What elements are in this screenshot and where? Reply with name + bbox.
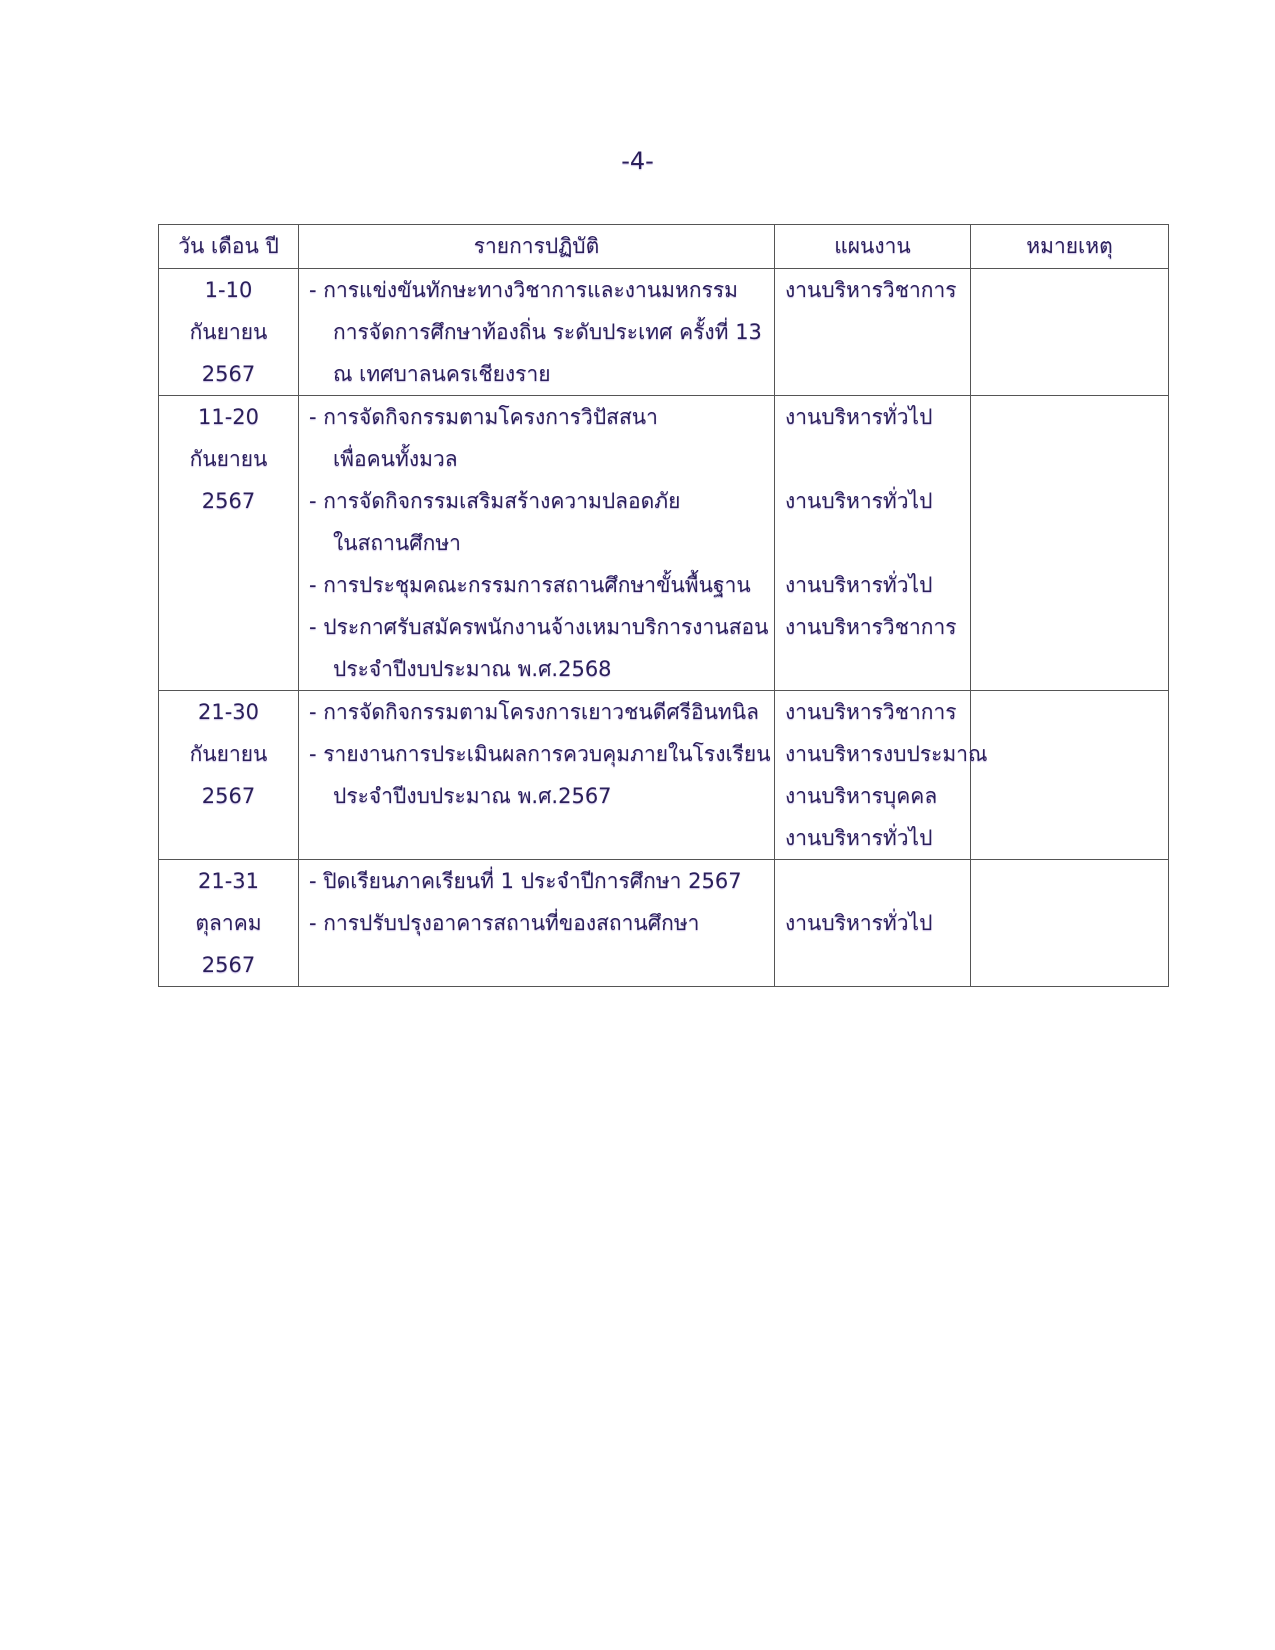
activity-line: การจัดการศึกษาท้องถิ่น ระดับประเทศ ครั้งที่ 13 <box>333 320 762 344</box>
remark-cell <box>971 396 1169 691</box>
table-body <box>159 269 1169 987</box>
department-line: งานบริหารทั่วไป <box>785 405 933 429</box>
activity-line: - การแข่งขันทักษะทางวิชาการและงานมหกรรม <box>309 278 738 302</box>
department-line: งานบริหารบุคคล <box>785 784 938 808</box>
remark-cell <box>971 860 1169 987</box>
department-line <box>785 860 970 902</box>
department-line: งานบริหารงบประมาณ <box>785 742 988 766</box>
table-row <box>159 691 1169 860</box>
date-line: กันยายน <box>189 742 268 766</box>
header-activity: รายการปฏิบัติ <box>299 225 775 269</box>
department-line <box>785 522 970 564</box>
activity-line: - การจัดกิจกรรมเสริมสร้างความปลอดภัย <box>309 489 681 513</box>
activity-line: ประจำปีงบประมาณ พ.ศ.2567 <box>333 784 612 808</box>
department-line: งานบริหารทั่วไป <box>785 573 933 597</box>
date-line: 21-30 <box>197 700 260 724</box>
department-line: งานบริหารทั่วไป <box>785 911 933 935</box>
date-cell <box>159 691 299 860</box>
page-number: -4- <box>621 147 654 175</box>
department-cell <box>775 269 971 396</box>
date-line: 2567 <box>201 953 256 977</box>
activity-line: - การจัดกิจกรรมตามโครงการเยาวชนดีศรีอินทนิล <box>309 700 759 724</box>
department-line: งานบริหารวิชาการ <box>785 615 957 639</box>
activity-line: ประจำปีงบประมาณ พ.ศ.2568 <box>333 657 612 681</box>
activity-line: ในสถานศึกษา <box>333 531 461 555</box>
activity-line <box>309 944 774 986</box>
department-cell <box>775 860 971 987</box>
table-row <box>159 269 1169 396</box>
header-remark: หมายเหตุ <box>971 225 1169 269</box>
activity-line: - การจัดกิจกรรมตามโครงการวิปัสสนา <box>309 405 658 429</box>
activity-cell <box>299 860 775 987</box>
activity-cell <box>299 396 775 691</box>
department-line <box>785 944 970 986</box>
activity-line <box>309 817 774 859</box>
department-line: งานบริหารวิชาการ <box>785 700 957 724</box>
date-cell <box>159 860 299 987</box>
department-line <box>785 648 970 690</box>
date-cell <box>159 396 299 691</box>
activity-line: - รายงานการประเมินผลการควบคุมภายในโรงเรียน <box>309 742 771 766</box>
department-line <box>785 311 970 353</box>
department-line: งานบริหารทั่วไป <box>785 826 933 850</box>
table-row <box>159 860 1169 987</box>
remark-cell <box>971 269 1169 396</box>
date-line: 2567 <box>201 784 256 808</box>
activity-line: - การประชุมคณะกรรมการสถานศึกษาขั้นพื้นฐาน <box>309 573 751 597</box>
activity-line: ณ เทศบาลนครเชียงราย <box>333 362 551 386</box>
header-date: วัน เดือน ปี <box>159 225 299 269</box>
date-line: 2567 <box>201 362 256 386</box>
schedule-table <box>158 224 1169 987</box>
remark-cell <box>971 691 1169 860</box>
table-header-row <box>159 225 1169 269</box>
department-line <box>785 353 970 395</box>
activity-cell <box>299 691 775 860</box>
date-line: 1-10 <box>204 278 253 302</box>
date-line: กันยายน <box>189 447 268 471</box>
table-row <box>159 396 1169 691</box>
activity-cell <box>299 269 775 396</box>
date-line: 21-31 <box>197 869 260 893</box>
date-line: กันยายน <box>189 320 268 344</box>
date-line: 2567 <box>201 489 256 513</box>
department-line: งานบริหารทั่วไป <box>785 489 933 513</box>
activity-line: - ปิดเรียนภาคเรียนที่ 1 ประจำปีการศึกษา 2567 <box>309 869 742 893</box>
department-line: งานบริหารวิชาการ <box>785 278 957 302</box>
date-line: 11-20 <box>197 405 260 429</box>
activity-line: เพื่อคนทั้งมวล <box>333 447 458 471</box>
department-cell <box>775 396 971 691</box>
date-line: ตุลาคม <box>195 911 262 935</box>
activity-line: - การปรับปรุงอาคารสถานที่ของสถานศึกษา <box>309 911 700 935</box>
department-cell <box>775 691 988 860</box>
department-line <box>785 438 970 480</box>
activity-line: - ประกาศรับสมัครพนักงานจ้างเหมาบริการงานสอน <box>309 615 769 639</box>
header-department: แผนงาน <box>775 225 971 269</box>
date-cell <box>159 269 299 396</box>
